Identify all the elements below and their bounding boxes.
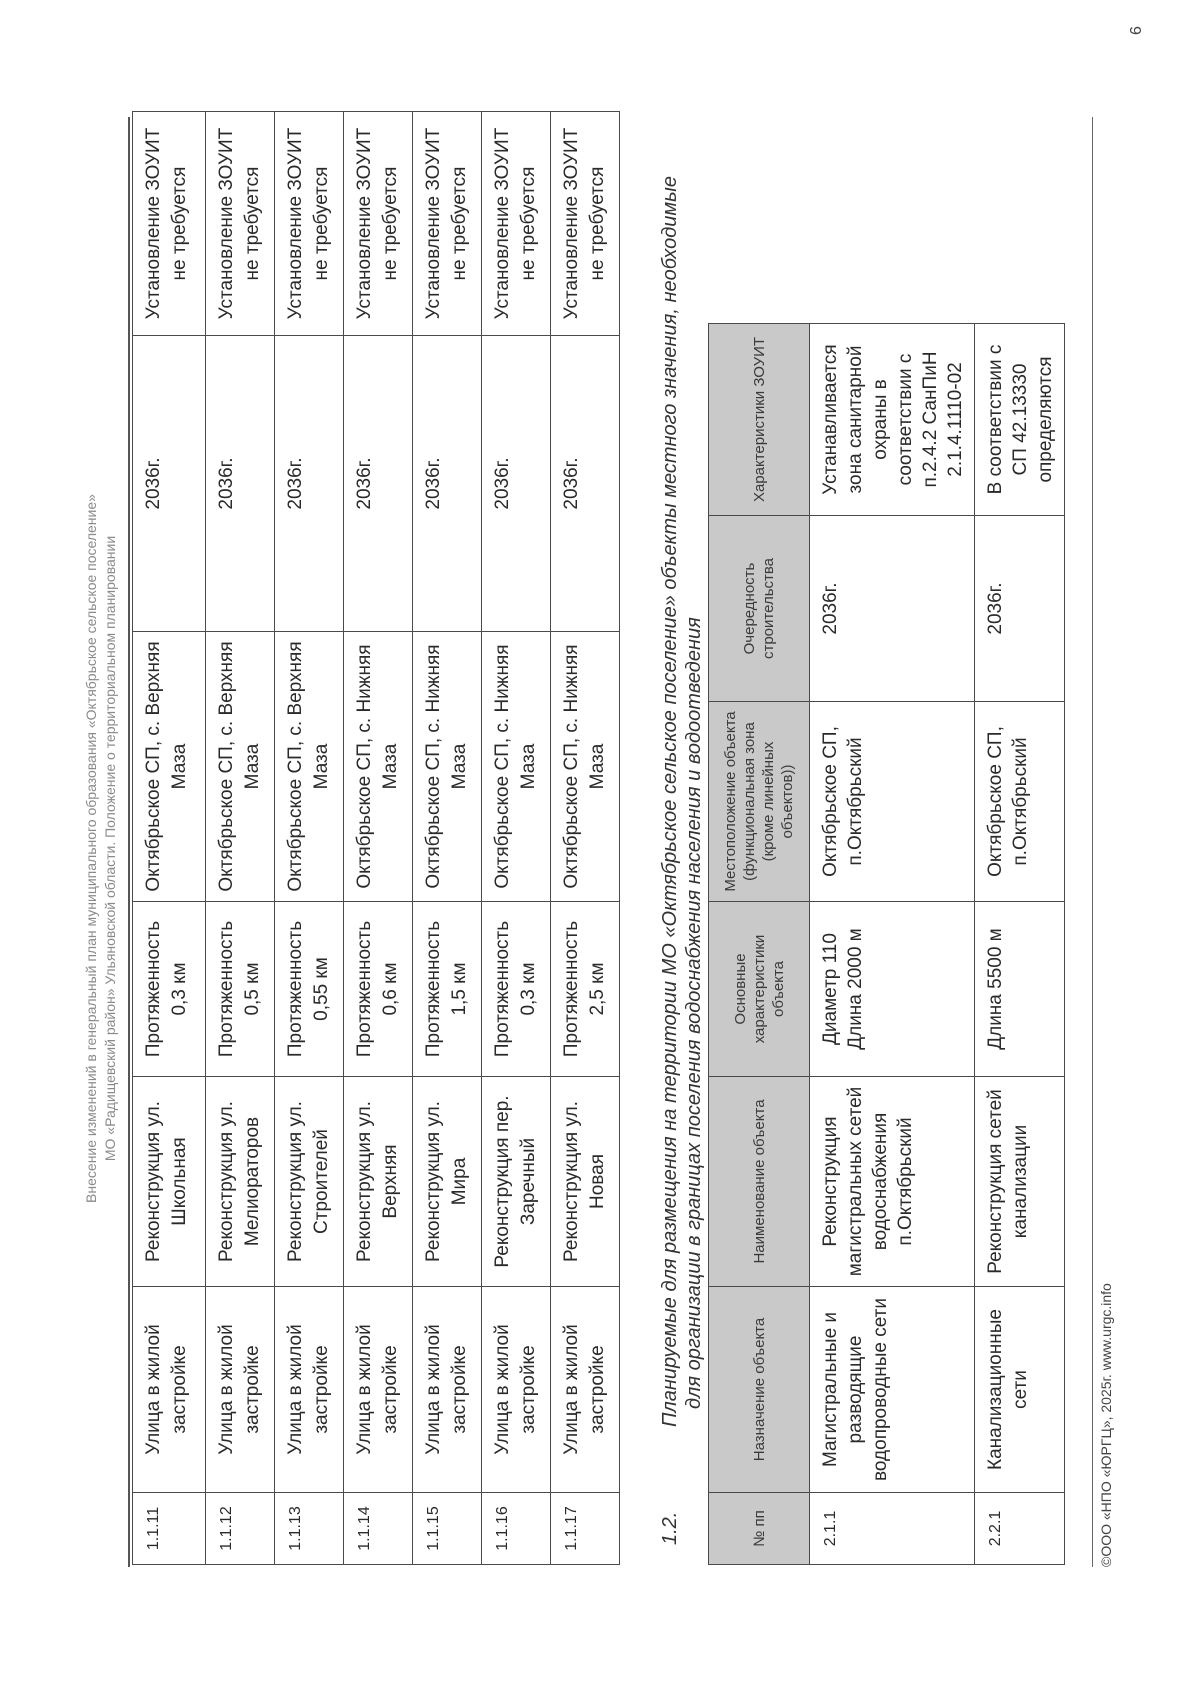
zone-characteristics: Установление ЗОУИТ не требуется <box>275 112 344 336</box>
row-number: 1.1.14 <box>344 1493 413 1565</box>
construction-stage: 2036г. <box>551 336 620 632</box>
header-name: Наименование объекта <box>709 1077 810 1287</box>
object-purpose: Улица в жилой застройке <box>413 1287 482 1493</box>
object-name: Реконструкция ул. Мира <box>413 1077 482 1287</box>
object-location: Октябрьское СП, п.Октябрьский <box>975 702 1065 902</box>
object-characteristics: Длина 5500 м <box>975 902 1065 1077</box>
table-row <box>975 324 1065 1565</box>
header-characteristics: Основные характеристики объекта <box>709 902 810 1077</box>
construction-stage: 2036г. <box>206 336 275 632</box>
row-number: 1.1.13 <box>275 1493 344 1565</box>
object-characteristics: Протяженность 0,6 км <box>344 902 413 1077</box>
table-row <box>344 112 413 1565</box>
construction-stage: 2036г. <box>975 516 1065 702</box>
object-characteristics: Диаметр 110 Длина 2000 м <box>810 902 975 1077</box>
object-purpose: Канализационные сети <box>975 1287 1065 1493</box>
object-name: Реконструкция магистральных сетей водоснабжения п.Октябрьский <box>810 1077 975 1287</box>
zone-characteristics: Установление ЗОУИТ не требуется <box>482 112 551 336</box>
section-number: 1.2. <box>659 1511 681 1545</box>
object-name: Реконструкция ул. Мелиораторов <box>206 1077 275 1287</box>
table-row <box>810 324 975 1565</box>
object-purpose: Магистральные и разводящие водопроводные сети <box>810 1287 975 1493</box>
object-characteristics: Протяженность 0,55 км <box>275 902 344 1077</box>
header-number: № пп <box>709 1493 810 1565</box>
object-location: Октябрьское СП, с. Верхняя Маза <box>133 632 206 902</box>
header-line-2: МО «Радищевский район» Ульяновской области. Положение о территориальном планировании <box>102 535 118 1162</box>
object-name: Реконструкция ул. Новая <box>551 1077 620 1287</box>
object-characteristics: Протяженность 2,5 км <box>551 902 620 1077</box>
table-row <box>206 112 275 1565</box>
row-number: 2.1.1 <box>810 1493 975 1565</box>
row-number: 1.1.17 <box>551 1493 620 1565</box>
header-line-1: Внесение изменений в генеральный план муниципального образования «Октябрьское сельское поселение» <box>83 494 99 1203</box>
object-purpose: Улица в жилой застройке <box>551 1287 620 1493</box>
object-location: Октябрьское СП, с. Верхняя Маза <box>275 632 344 902</box>
object-purpose: Улица в жилой застройке <box>133 1287 206 1493</box>
header-stage: Очередность строительства <box>709 516 810 702</box>
row-number: 1.1.15 <box>413 1493 482 1565</box>
header-purpose: Назначение объекта <box>709 1287 810 1493</box>
page-number: 6 <box>1128 26 1145 35</box>
object-characteristics: Протяженность 0,3 км <box>482 902 551 1077</box>
header-zone: Характеристики ЗОУИТ <box>709 324 810 516</box>
zone-characteristics: Устанавливается зона санитарной охраны в соответствии с п.2.4.2 СанПиН 2.1.4.1110-02 <box>810 324 975 516</box>
object-name: Реконструкция пер. Заречный <box>482 1077 551 1287</box>
object-location: Октябрьское СП, с. Нижняя Маза <box>551 632 620 902</box>
footer-rule <box>1092 117 1093 1567</box>
table-row <box>551 112 620 1565</box>
zone-characteristics: Установление ЗОУИТ не требуется <box>413 112 482 336</box>
object-purpose: Улица в жилой застройке <box>275 1287 344 1493</box>
table-row <box>482 112 551 1565</box>
zone-characteristics: В соответствии с СП 42.13330 определяются <box>975 324 1065 516</box>
table-row <box>133 112 206 1565</box>
construction-stage: 2036г. <box>413 336 482 632</box>
object-purpose: Улица в жилой застройке <box>344 1287 413 1493</box>
object-name: Реконструкция ул. Школьная <box>133 1077 206 1287</box>
zone-characteristics: Установление ЗОУИТ не требуется <box>344 112 413 336</box>
zone-characteristics: Установление ЗОУИТ не требуется <box>133 112 206 336</box>
zone-characteristics: Установление ЗОУИТ не требуется <box>551 112 620 336</box>
object-characteristics: Протяженность 1,5 км <box>413 902 482 1077</box>
table-header-row <box>709 324 810 1565</box>
object-characteristics: Протяженность 0,5 км <box>206 902 275 1077</box>
object-purpose: Улица в жилой застройке <box>482 1287 551 1493</box>
construction-stage: 2036г. <box>482 336 551 632</box>
zone-characteristics: Установление ЗОУИТ не требуется <box>206 112 275 336</box>
object-characteristics: Протяженность 0,3 км <box>133 902 206 1077</box>
object-location: Октябрьское СП, п.Октябрьский <box>810 702 975 902</box>
row-number: 1.1.11 <box>133 1493 206 1565</box>
object-location: Октябрьское СП, с. Нижняя Маза <box>482 632 551 902</box>
section-title-line-1: Планируемые для размещения на территории МО «Октябрьское сельское поселение» объекты местного значения, необходимые <box>659 176 681 1427</box>
object-name: Реконструкция ул. Строителей <box>275 1077 344 1287</box>
construction-stage: 2036г. <box>810 516 975 702</box>
table-row <box>413 112 482 1565</box>
streets-table <box>132 111 620 1565</box>
header-rule <box>128 117 130 1567</box>
object-name: Реконструкция ул. Верхняя <box>344 1077 413 1287</box>
object-name: Реконструкция сетей канализации <box>975 1077 1065 1287</box>
section-title-line-2: для организации в границах поселения водоснабжения населения и водоотведения <box>683 617 705 1409</box>
footer-copyright: ©ООО «НПО «ЮРГЦ», 2025г. www.urgc.info <box>1098 1283 1114 1567</box>
water-objects-table <box>708 323 1065 1565</box>
object-location: Октябрьское СП, с. Нижняя Маза <box>344 632 413 902</box>
object-location: Октябрьское СП, с. Верхняя Маза <box>206 632 275 902</box>
object-location: Октябрьское СП, с. Нижняя Маза <box>413 632 482 902</box>
construction-stage: 2036г. <box>275 336 344 632</box>
construction-stage: 2036г. <box>133 336 206 632</box>
construction-stage: 2036г. <box>344 336 413 632</box>
row-number: 2.2.1 <box>975 1493 1065 1565</box>
object-purpose: Улица в жилой застройке <box>206 1287 275 1493</box>
header-location: Местоположение объекта (функциональная зона (кроме линейных объектов)) <box>709 702 810 902</box>
row-number: 1.1.12 <box>206 1493 275 1565</box>
table-row <box>275 112 344 1565</box>
row-number: 1.1.16 <box>482 1493 551 1565</box>
